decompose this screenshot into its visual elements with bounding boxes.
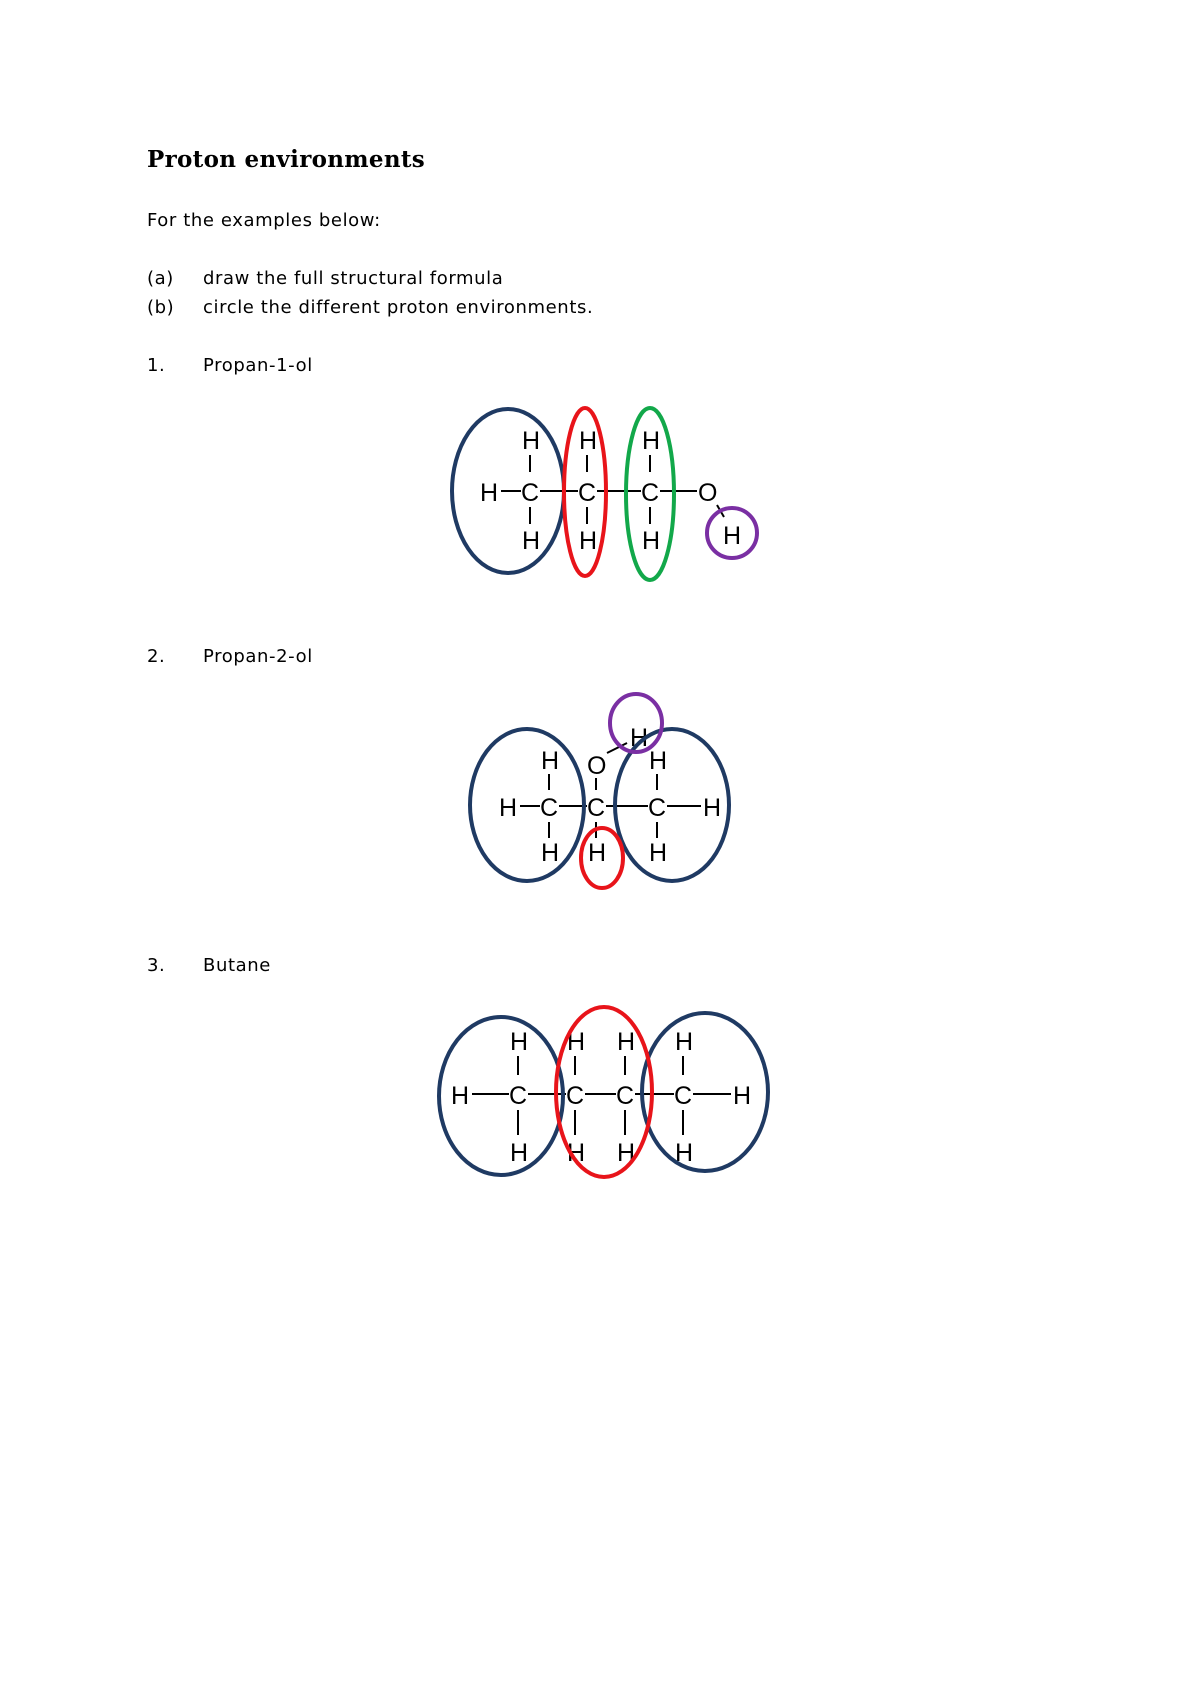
atom-o: O — [698, 479, 718, 507]
intro-text: For the examples below: — [147, 210, 381, 231]
atom-h: H — [617, 1028, 636, 1056]
atom-c: C — [616, 1082, 635, 1110]
atom-c: C — [578, 479, 597, 507]
atom-h: H — [649, 839, 668, 867]
atom-c: C — [587, 794, 606, 822]
atom-h: H — [675, 1139, 694, 1167]
example-3-name: Butane — [203, 955, 271, 976]
example-3-number: 3. — [147, 955, 166, 976]
atom-h: H — [588, 839, 607, 867]
atom-c: C — [509, 1082, 528, 1110]
atom-h: H — [642, 527, 661, 555]
atom-o: O — [587, 752, 607, 780]
butane-environment-circles — [439, 1007, 768, 1177]
instruction-a-label: (a) — [147, 268, 174, 289]
instruction-b-label: (b) — [147, 297, 175, 318]
instruction-b-text: circle the different proton environments. — [203, 297, 594, 318]
instruction-a-text: draw the full structural formula — [203, 268, 504, 289]
atom-h: H — [617, 1139, 636, 1167]
atom-h: H — [579, 527, 598, 555]
atom-h: H — [733, 1082, 752, 1110]
atom-h: H — [541, 747, 560, 775]
atom-h: H — [541, 839, 560, 867]
atom-h: H — [522, 527, 541, 555]
page-title: Proton environments — [147, 146, 426, 173]
atom-h: H — [451, 1082, 470, 1110]
atom-h: H — [510, 1028, 529, 1056]
atom-h: H — [630, 724, 649, 752]
atom-h: H — [567, 1028, 586, 1056]
example-1-number: 1. — [147, 355, 166, 376]
atom-h: H — [642, 427, 661, 455]
atom-h: H — [703, 794, 722, 822]
atom-h: H — [723, 522, 742, 550]
atom-c: C — [540, 794, 559, 822]
atom-c: C — [674, 1082, 693, 1110]
atom-c: C — [521, 479, 540, 507]
atom-h: H — [480, 479, 499, 507]
atom-c: C — [566, 1082, 585, 1110]
atom-h: H — [510, 1139, 529, 1167]
atom-h: H — [499, 794, 518, 822]
atom-h: H — [567, 1139, 586, 1167]
example-2-number: 2. — [147, 646, 166, 667]
example-1-name: Propan-1-ol — [203, 355, 313, 376]
atom-c: C — [648, 794, 667, 822]
atom-h: H — [522, 427, 541, 455]
example-2-name: Propan-2-ol — [203, 646, 313, 667]
atom-h: H — [675, 1028, 694, 1056]
butane-atoms — [451, 1028, 751, 1167]
atom-h: H — [579, 427, 598, 455]
atom-c: C — [641, 479, 660, 507]
atom-h: H — [649, 747, 668, 775]
